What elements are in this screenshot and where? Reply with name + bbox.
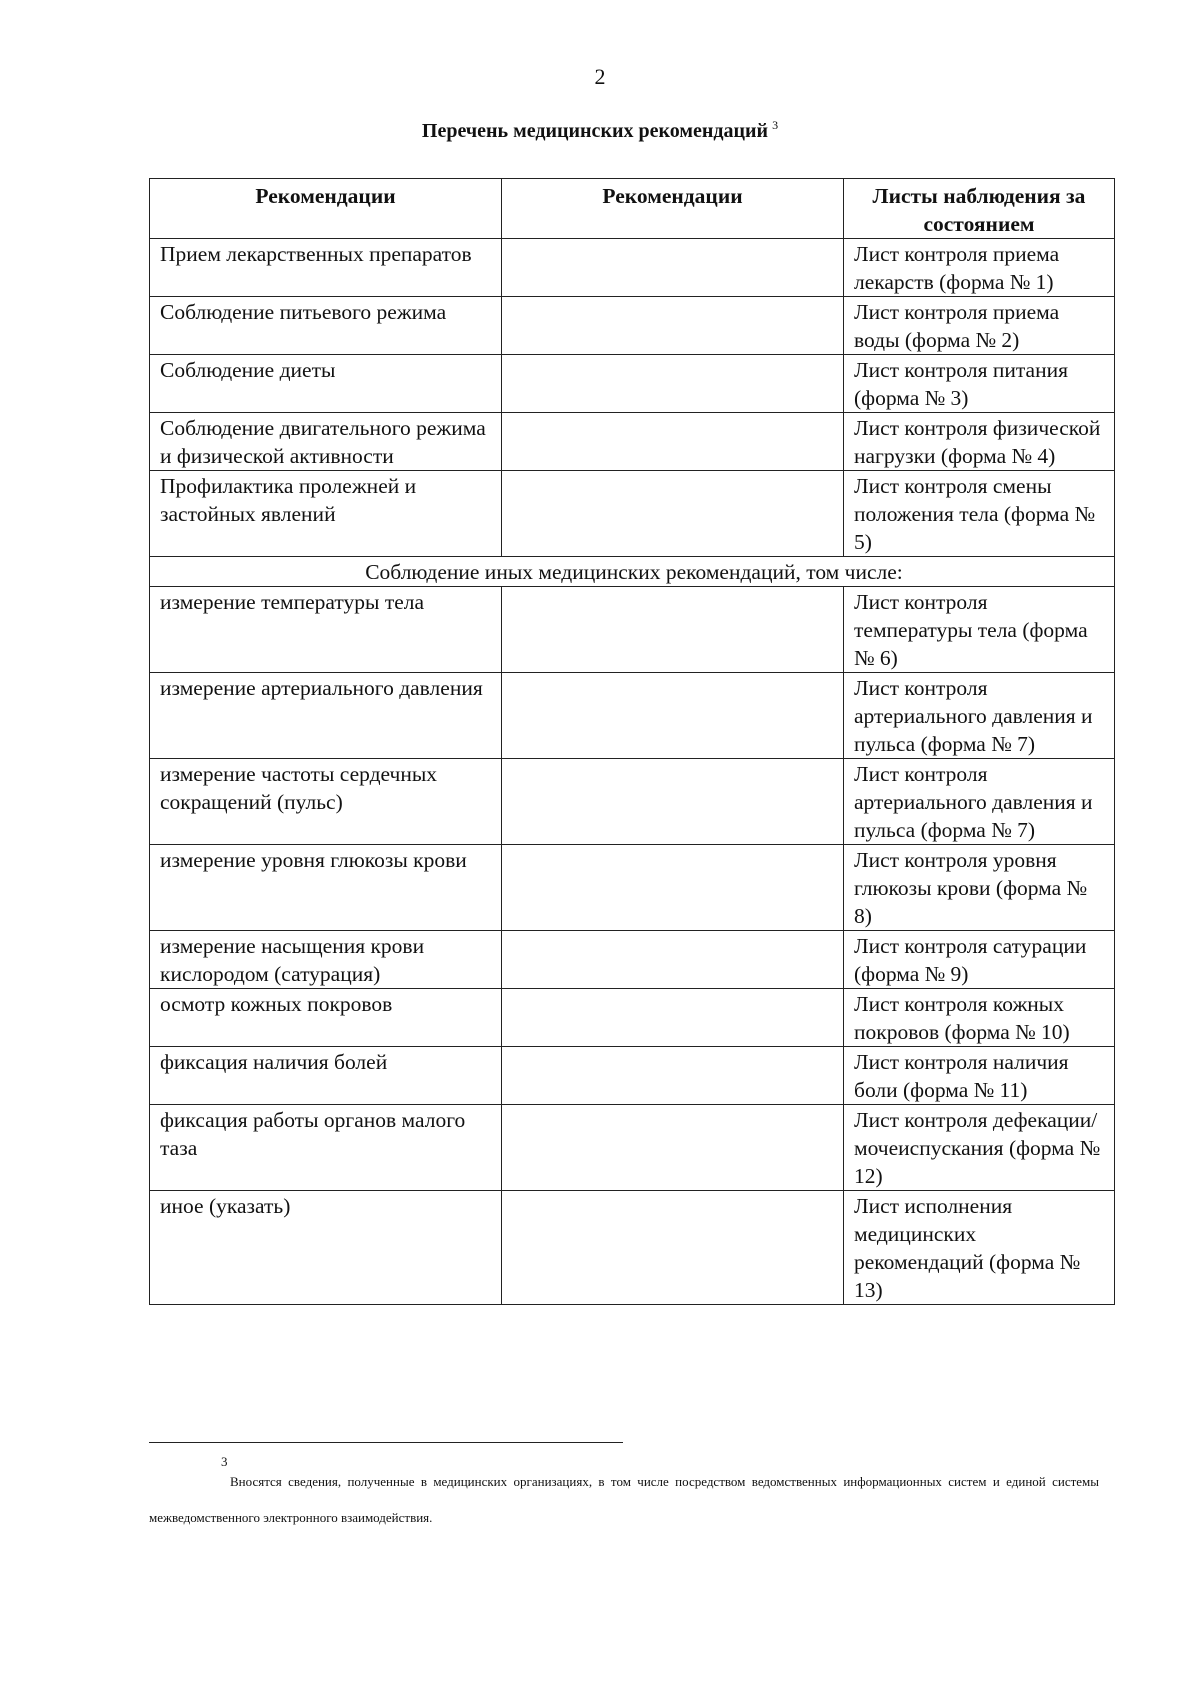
section-row xyxy=(150,557,1115,587)
recommendation-cell: Прием лекарственных препаратов xyxy=(150,239,502,297)
table-row xyxy=(150,587,1115,673)
observation-sheet-cell: Лист контроля кожных покровов (форма № 10) xyxy=(844,989,1115,1047)
recommendation-cell: иное (указать) xyxy=(150,1191,502,1305)
recommendation-entry-cell xyxy=(502,845,844,931)
recommendation-cell: Соблюдение двигательного режима и физической активности xyxy=(150,413,502,471)
title-text: Перечень медицинских рекомендаций xyxy=(421,120,769,142)
recommendation-cell: Соблюдение диеты xyxy=(150,355,502,413)
table-row xyxy=(150,355,1115,413)
title-footnote-ref: 3 xyxy=(772,118,779,132)
observation-sheet-cell: Лист контроля приема воды (форма № 2) xyxy=(844,297,1115,355)
recommendation-cell: измерение температуры тела xyxy=(150,587,502,673)
table-row xyxy=(150,239,1115,297)
recommendation-entry-cell xyxy=(502,239,844,297)
observation-sheet-cell: Лист контроля наличия боли (форма № 11) xyxy=(844,1047,1115,1105)
recommendation-cell: осмотр кожных покровов xyxy=(150,989,502,1047)
recommendation-cell: фиксация работы органов малого таза xyxy=(150,1105,502,1191)
observation-sheet-cell: Лист контроля физической нагрузки (форма № 4) xyxy=(844,413,1115,471)
observation-sheet-cell: Лист контроля приема лекарств (форма № 1) xyxy=(844,239,1115,297)
header-cell-recommendations: Рекомендации xyxy=(150,179,502,239)
header-row xyxy=(150,179,1115,239)
table-row xyxy=(150,673,1115,759)
recommendation-entry-cell xyxy=(502,413,844,471)
table-row xyxy=(150,297,1115,355)
recommendation-cell: измерение уровня глюкозы крови xyxy=(150,845,502,931)
recommendation-entry-cell xyxy=(502,297,844,355)
recommendation-entry-cell xyxy=(502,1191,844,1305)
table-row xyxy=(150,413,1115,471)
table-body-bottom xyxy=(150,587,1115,1305)
observation-sheet-cell: Лист контроля дефекации/мочеиспускания (форма № 12) xyxy=(844,1105,1115,1191)
recommendation-cell: измерение артериального давления xyxy=(150,673,502,759)
page-title xyxy=(0,118,1200,143)
table-row xyxy=(150,1047,1115,1105)
observation-sheet-cell: Лист контроля уровня глюкозы крови (форма № 8) xyxy=(844,845,1115,931)
observation-sheet-cell: Лист контроля температуры тела (форма № 6) xyxy=(844,587,1115,673)
observation-sheet-cell: Лист контроля смены положения тела (форма № 5) xyxy=(844,471,1115,557)
recommendation-entry-cell xyxy=(502,989,844,1047)
recommendation-entry-cell xyxy=(502,1105,844,1191)
observation-sheet-cell: Лист исполнения медицинских рекомендаций (форма № 13) xyxy=(844,1191,1115,1305)
section-label: Соблюдение иных медицинских рекомендаций, том числе: xyxy=(150,557,1115,587)
table-row xyxy=(150,1191,1115,1305)
table-row xyxy=(150,931,1115,989)
recommendation-cell: фиксация наличия болей xyxy=(150,1047,502,1105)
table-body-top xyxy=(150,239,1115,557)
recommendation-cell: Соблюдение питьевого режима xyxy=(150,297,502,355)
recommendations-table xyxy=(149,178,1115,1305)
recommendation-entry-cell xyxy=(502,759,844,845)
footnote-mark: 3 xyxy=(221,1454,228,1469)
recommendation-entry-cell xyxy=(502,931,844,989)
observation-sheet-cell: Лист контроля сатурации (форма № 9) xyxy=(844,931,1115,989)
recommendation-cell: Профилактика пролежней и застойных явлений xyxy=(150,471,502,557)
observation-sheet-cell: Лист контроля питания (форма № 3) xyxy=(844,355,1115,413)
observation-sheet-cell: Лист контроля артериального давления и пульса (форма № 7) xyxy=(844,673,1115,759)
recommendation-cell: измерение насыщения крови кислородом (сатурация) xyxy=(150,931,502,989)
recommendation-entry-cell xyxy=(502,1047,844,1105)
header-cell-recommendations-2: Рекомендации xyxy=(502,179,844,239)
footnote-divider xyxy=(149,1442,623,1443)
table-row xyxy=(150,845,1115,931)
table-row xyxy=(150,1105,1115,1191)
footnote-text: Вносятся сведения, полученные в медицинских организациях, в том числе посредством ведомственных информационных систем и единой системы межведомственного электронного взаимодействия. xyxy=(149,1474,1099,1525)
recommendation-entry-cell xyxy=(502,355,844,413)
header-cell-observation-sheets: Листы наблюдения за состоянием xyxy=(844,179,1115,239)
table-row xyxy=(150,759,1115,845)
recommendation-entry-cell xyxy=(502,673,844,759)
recommendation-entry-cell xyxy=(502,471,844,557)
observation-sheet-cell: Лист контроля артериального давления и пульса (форма № 7) xyxy=(844,759,1115,845)
table-body-section xyxy=(150,557,1115,587)
table-row xyxy=(150,989,1115,1047)
recommendation-entry-cell xyxy=(502,587,844,673)
page-number: 2 xyxy=(594,64,606,89)
recommendation-cell: измерение частоты сердечных сокращений (пульс) xyxy=(150,759,502,845)
table-row xyxy=(150,471,1115,557)
